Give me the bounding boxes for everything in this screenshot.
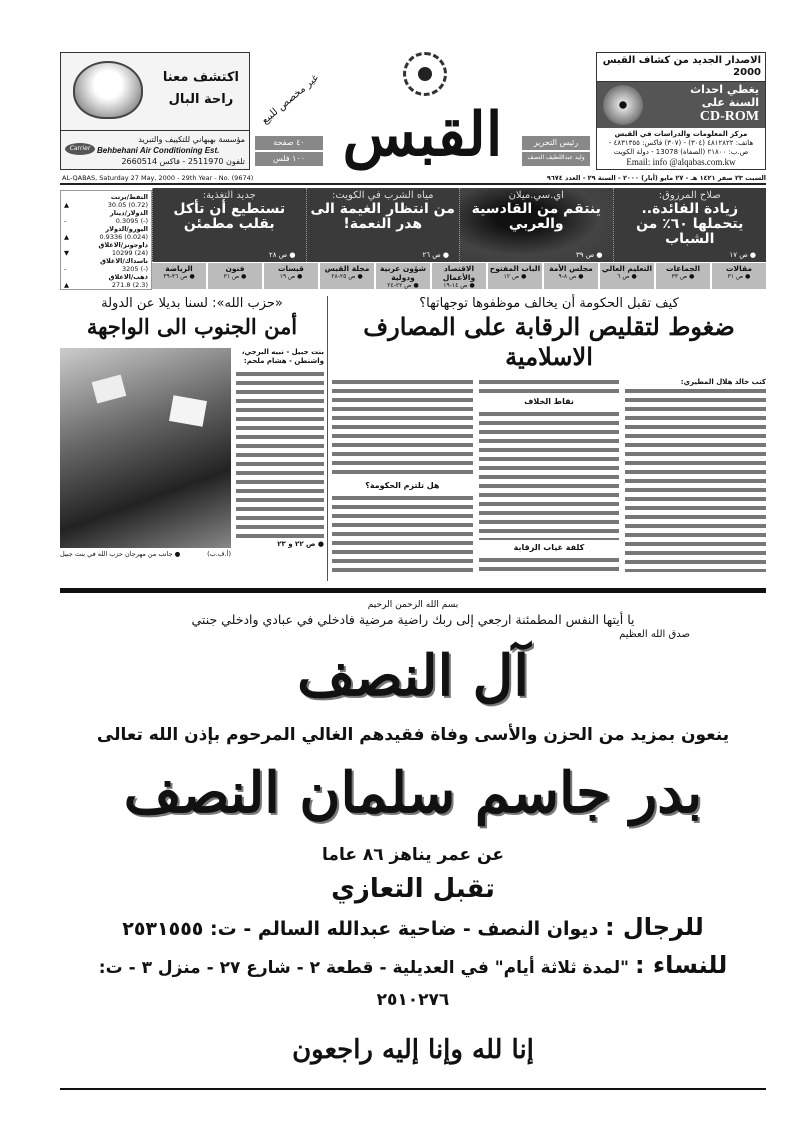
section-link[interactable] bbox=[600, 263, 654, 289]
section-link[interactable] bbox=[376, 263, 430, 289]
section-page: ● ص ٢٢-٢٤ bbox=[387, 282, 419, 289]
rally-photo bbox=[60, 348, 231, 548]
section-label: مجلس الأمة bbox=[549, 264, 593, 273]
market-name: ناسداك/الاغلاق bbox=[100, 257, 148, 265]
market-value: (-) 3205 bbox=[121, 265, 148, 273]
info-contact: هاتف: ٤٨١٢٨٢٢ (٣٠٤) - (٣٠٧) فاكس: ٤٨٣١٣٥٥ - ص.ب: ٢١٨٠٠ (الصفاة) 13078 - دولة الكويت bbox=[608, 139, 754, 156]
dateline-ar: السبت ٢٣ صفر ١٤٢١ هـ - ٢٧ مايو (أيار) ٢٠٠٠ - السنة ٢٩ - العدد ٩٦٧٤ bbox=[546, 174, 766, 182]
market-row bbox=[64, 273, 148, 289]
editor-label: رئيس التحرير bbox=[522, 136, 590, 150]
teaser-headline: زيادة الفائدة.. يتحملها ٦٠٪ من الشباب bbox=[636, 201, 744, 247]
section-page: ● ص ١٤-١٩ bbox=[443, 282, 475, 289]
subhead: نقاط الخلاف bbox=[524, 397, 574, 406]
section-label: الرياضة bbox=[165, 264, 193, 273]
age: عن عمر يناهز ٨٦ عاما bbox=[322, 845, 504, 865]
teaser-page: ● ص ٢٦ bbox=[422, 251, 449, 259]
side-headline[interactable]: أمن الجنوب الى الواجهة bbox=[86, 314, 298, 339]
family-name: آل النصف bbox=[297, 643, 529, 709]
trend-icon: - bbox=[64, 217, 67, 225]
sections-strip bbox=[152, 263, 766, 289]
byline: كتب خالد هلال المطيري: bbox=[680, 378, 766, 386]
rule bbox=[60, 183, 766, 185]
section-label: مقالات bbox=[726, 264, 752, 273]
side-kicker: «حزب الله»: لسنا بديلا عن الدولة bbox=[101, 296, 283, 311]
info-center: مركز المعلومات والدراسات في القبس bbox=[614, 130, 748, 138]
ad-tagline-1: اكتشف معنا bbox=[162, 70, 239, 85]
market-value: (-) 0.3095 bbox=[115, 217, 148, 225]
section-link[interactable] bbox=[488, 263, 542, 289]
teaser[interactable] bbox=[306, 188, 460, 262]
main-story bbox=[332, 296, 766, 578]
section-label: الاقتصاد والأعمال bbox=[442, 264, 476, 282]
section-link[interactable] bbox=[208, 263, 262, 289]
teaser-kicker: جديد التغذية: bbox=[202, 190, 256, 201]
teaser-headline: ينتقم من القادسية والعربي bbox=[471, 201, 601, 232]
not-for-sale: غير مخصص للبيع bbox=[259, 72, 321, 127]
men-label: للرجال : bbox=[604, 913, 704, 941]
section-page: ● ص ٣١ bbox=[223, 273, 247, 280]
market-value: (0.72) 30.05 bbox=[107, 201, 148, 209]
market-name: داوجونز/الاغلاق bbox=[98, 241, 148, 249]
editor-name: وليد عبداللطيف النصف bbox=[522, 152, 590, 166]
column-divider bbox=[327, 296, 328, 581]
photo-credit: (أ.ف.ب) bbox=[207, 550, 231, 558]
section-page: ● ص ٣٦-٣٩ bbox=[163, 273, 195, 280]
info-email[interactable]: Email: info @alqabas.com.kw bbox=[626, 157, 736, 167]
ad-cdrom-title: الاصدار الجديد من كشاف القبس 2000 bbox=[597, 53, 765, 82]
announcement: ينعون بمزيد من الحزن والأسى وفاة فقيدهم الغالي المرحوم بإذن الله تعالى bbox=[96, 725, 730, 745]
teaser-page: ● ص ١٧ bbox=[729, 251, 756, 259]
men-venue: ديوان النصف - ضاحية عبدالله السالم - ت: ٢٥٣١٥٥٥ bbox=[122, 918, 599, 940]
side-dateline: بنت جبيل - نبيه البرجي، واشنطن - هشام ملحم: bbox=[241, 348, 324, 365]
market-name: النفط/برنت bbox=[110, 193, 148, 201]
section-link[interactable] bbox=[152, 263, 206, 289]
ad-line-2: السنة على bbox=[701, 96, 759, 109]
section-link[interactable] bbox=[656, 263, 710, 289]
company-ar: مؤسسة بهبهاني للتكييف والتبريد bbox=[138, 135, 245, 144]
market-row bbox=[64, 209, 148, 225]
trend-icon: ▲ bbox=[64, 233, 69, 241]
trend-icon: - bbox=[64, 265, 67, 273]
obituary-notice bbox=[60, 588, 766, 1090]
ad-tagline bbox=[163, 67, 239, 111]
market-value: (2.3) 271.8 bbox=[111, 281, 148, 289]
market-row bbox=[64, 241, 148, 257]
section-link[interactable] bbox=[544, 263, 598, 289]
cd-icon bbox=[603, 85, 643, 125]
teaser[interactable] bbox=[459, 188, 613, 262]
ad-tagline-2: راحة البال bbox=[168, 92, 234, 107]
section-link[interactable] bbox=[264, 263, 318, 289]
price: ١٠٠ فلس bbox=[255, 152, 323, 166]
ad-cdrom bbox=[596, 52, 766, 170]
trend-icon: ▲ bbox=[64, 201, 69, 209]
section-link[interactable] bbox=[432, 263, 486, 289]
section-label: مجلة القبس bbox=[324, 264, 370, 273]
deceased-name: بدر جاسم سلمان النصف bbox=[123, 760, 703, 826]
newspaper-logo: القبس bbox=[342, 100, 503, 170]
continued-ref: ● ص ٢٢ و ٢٣ bbox=[277, 540, 324, 548]
section-page: ● ص ٨-٩ bbox=[558, 273, 584, 280]
section-label: الجماعات bbox=[665, 264, 701, 273]
market-name: ذهب/الاغلاق bbox=[108, 273, 148, 281]
market-row bbox=[64, 225, 148, 241]
photo-caption: ● جانب من مهرجان حزب الله في بنت جبيل bbox=[60, 550, 181, 558]
quran-verse: يا أيتها النفس المطمئنة ارجعي إلى ربك راضية مرضية فادخلي في عبادي وادخلي جنتي bbox=[191, 612, 635, 627]
side-story bbox=[60, 296, 324, 558]
ad-line-3: CD-ROM bbox=[699, 109, 759, 124]
ad-behbehani bbox=[60, 52, 250, 170]
section-label: شؤون عربية ودولية bbox=[380, 264, 426, 282]
pages-count: ٤٠ صفحة bbox=[255, 136, 323, 150]
company-en: Behbehani Air Conditioning Est. bbox=[97, 146, 220, 155]
teaser[interactable] bbox=[613, 188, 767, 262]
ad-line-1: يغطي احداث bbox=[690, 83, 759, 96]
section-page: ● ص ٦ bbox=[617, 273, 637, 280]
teaser-headline: من انتظار الغيمة الى هدر النعمة! bbox=[310, 201, 455, 232]
women-label: للنساء : bbox=[634, 951, 728, 979]
section-label: التعليم العالي bbox=[601, 264, 653, 273]
company-phones: تلفون 2511970 - فاكس 2660514 bbox=[121, 157, 245, 166]
teaser-page: ● ص ٣٩ bbox=[575, 251, 603, 259]
teaser-headline: تستطيع أن تأكل بقلب مطمئن bbox=[173, 201, 286, 232]
section-label: فنون bbox=[225, 264, 245, 273]
trend-icon: ▲ bbox=[64, 281, 69, 289]
women-venue: "لمدة ثلاثة أيام" في العديلية - قطعة ٢ - شارع ٢٧ - منزل ٣ - ت: ٢٥١٠٢٧٦ bbox=[98, 958, 630, 1010]
market-value: (24) 10299 bbox=[111, 249, 148, 257]
carrier-logo: Carrier bbox=[65, 143, 95, 155]
sun-emblem-icon bbox=[403, 52, 447, 96]
market-value: (0.024) 0.9336 bbox=[99, 233, 148, 241]
main-kicker: كيف تقبل الحكومة أن يخالف موظفوها توجهاتها؟ bbox=[419, 296, 679, 311]
subhead: كلفة غياب الرقابة bbox=[513, 543, 585, 552]
market-box bbox=[60, 190, 152, 290]
teaser-kicker: مياه الشرب في الكويت: bbox=[332, 190, 434, 201]
teaser-page: ● ص ٢٨ bbox=[268, 251, 296, 259]
dateline-en: AL-QABAS, Saturday 27 May, 2000 - 29th Year - No. (9674) bbox=[62, 174, 254, 182]
section-link[interactable] bbox=[712, 263, 766, 289]
subhead: هل تلتزم الحكومة؟ bbox=[365, 481, 440, 490]
teaser-panel bbox=[152, 188, 766, 262]
verse-end: صدق الله العظيم bbox=[619, 629, 690, 640]
section-page: ● ص ٣١ bbox=[727, 273, 751, 280]
basmala: بسم الله الرحمن الرحيم bbox=[367, 600, 459, 610]
trend-icon: ▼ bbox=[64, 249, 69, 257]
masthead bbox=[255, 52, 590, 174]
section-page: ● ص ١٢ bbox=[503, 273, 527, 280]
section-page: ● ص ٣٣ bbox=[671, 273, 695, 280]
section-page: ● ص ١٩ bbox=[279, 273, 303, 280]
section-label: قبسات bbox=[278, 264, 304, 273]
section-link[interactable] bbox=[320, 263, 374, 289]
condolences-heading: تقبل التعازي bbox=[331, 874, 495, 904]
section-page: ● ص ٢٥-٢٨ bbox=[331, 273, 363, 280]
market-row bbox=[64, 257, 148, 273]
bowl-image bbox=[73, 61, 143, 119]
market-name: اليورو/الدولار bbox=[105, 225, 148, 233]
section-label: الباب المفتوح bbox=[489, 264, 541, 273]
teaser-kicker: صلاح المرزوق: bbox=[658, 190, 721, 201]
teaser[interactable] bbox=[152, 188, 306, 262]
main-headline[interactable]: ضغوط لتقليص الرقابة على المصارف الاسلامية bbox=[363, 312, 735, 371]
market-row bbox=[64, 193, 148, 209]
market-name: الدولار/دينار bbox=[109, 209, 148, 217]
closing-verse: إنا لله وإنا إليه راجعون bbox=[292, 1035, 534, 1065]
teaser-kicker: اي.سي.ميلان bbox=[508, 190, 564, 201]
